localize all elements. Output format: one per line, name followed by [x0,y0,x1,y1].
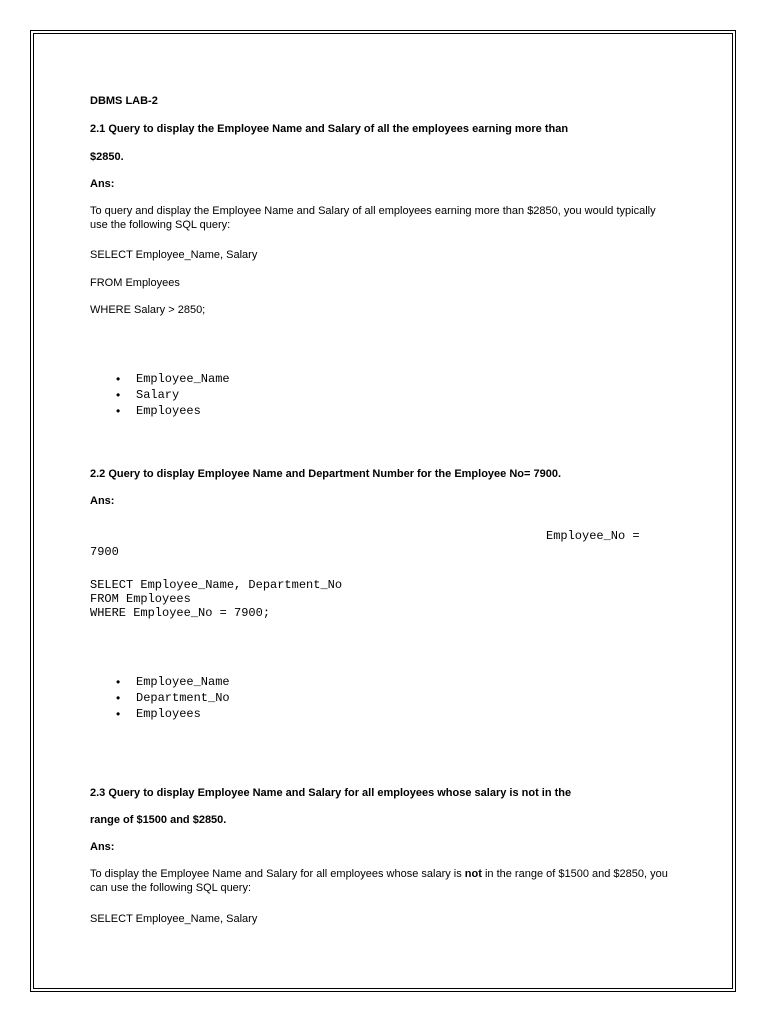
q3-explanation-text-end: in the range of $1500 and $2850, you can use the following SQL query: [90,868,668,894]
document-title: DBMS LAB-2 [90,95,158,107]
list-item: • Salary [90,387,230,403]
q2-inline-code: Employee_No = [546,529,640,543]
q2-ans-label: Ans: [90,495,115,507]
q3-heading-continued: range of $1500 and $2850. [90,814,227,826]
q1-sql-line: FROM Employees [90,277,180,289]
q1-bullet-list [90,371,230,419]
q2-bullet-list [90,674,230,722]
q3-sql-line: SELECT Employee_Name, Salary [90,913,258,925]
q2-code-block: SELECT Employee_Name, Department_No FROM Employees WHERE Employee_No = 7900; [90,578,343,620]
q3-ans-label: Ans: [90,841,115,853]
page-border [30,30,736,992]
list-item: • Employees [90,403,230,419]
list-item: • Employee_Name [90,371,230,387]
q1-sql-line: SELECT Employee_Name, Salary [90,249,258,261]
q3-heading: 2.3 Query to display Employee Name and Salary for all employees whose salary is not in the [90,787,572,799]
q1-heading: 2.1 Query to display the Employee Name and Salary of all the employees earning more than [90,123,569,135]
list-item: • Department_No [90,690,230,706]
q1-sql-line: WHERE Salary > 2850; [90,304,206,316]
q2-heading: 2.2 Query to display Employee Name and Department Number for the Employee No= 7900. [90,468,562,480]
q1-explanation: To query and display the Employee Name and Salary of all employees earning more than $2850, you would typically use the following SQL query: [90,205,656,231]
list-item: • Employee_Name [90,674,230,690]
list-item: • Employees [90,706,230,722]
q3-explanation-emphasis: not [464,868,482,880]
q3-explanation [90,867,670,895]
q1-ans-label: Ans: [90,178,115,190]
q1-heading-continued: $2850. [90,151,124,163]
q3-explanation-text: To display the Employee Name and Salary for all employees whose salary is [90,868,465,880]
q2-inline-code-continued: 7900 [90,545,119,559]
